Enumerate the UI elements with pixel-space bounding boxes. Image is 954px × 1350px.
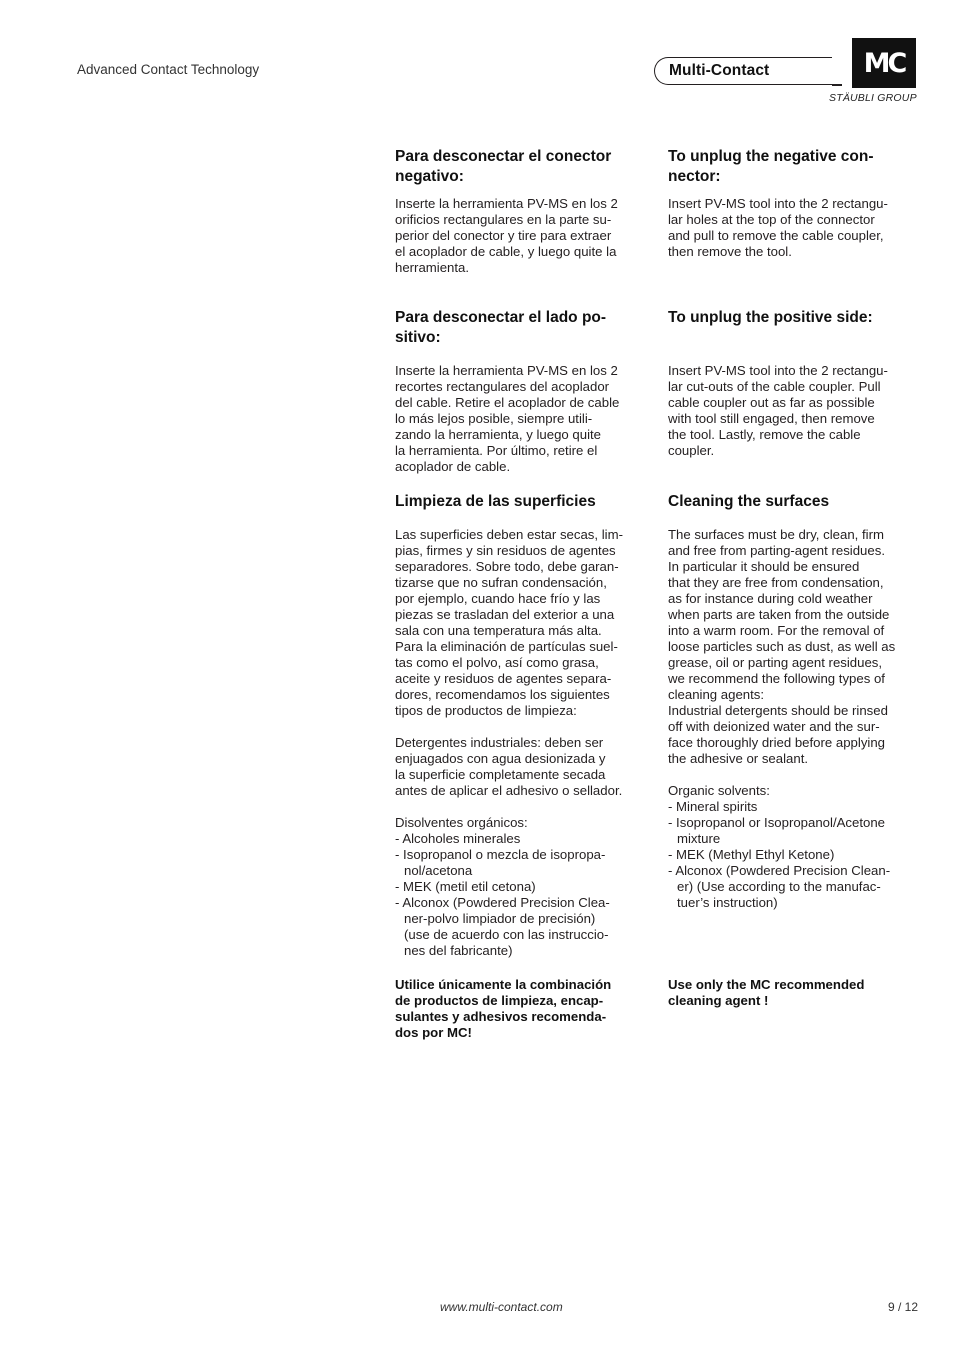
es-s3-body-2: Detergentes industriales: deben ser enjuagados con agua desionizada y la superficie completamente secada antes de aplicar el adhesivo o sellador. <box>395 735 623 798</box>
es-section-3 <box>395 492 645 959</box>
es-s1-body: Inserte la herramienta PV-MS en los 2 orificios rectangulares en la parte su- perior del conector y tire para extraer el acoplador de cable, y luego quite la herramienta. <box>395 196 618 275</box>
es-section-2 <box>395 308 645 475</box>
es-solvents-title: Disolventes orgánicos: <box>395 815 528 830</box>
list-item: - Alconox (Powdered Precision Clean- er) (Use according to the manufac- tuer’s instruction) <box>668 863 891 910</box>
es-section-1 <box>395 147 645 276</box>
en-s3-title: Cleaning the surfaces <box>668 493 830 510</box>
list-item: - Mineral spirits <box>668 799 758 814</box>
brand-underline <box>832 84 842 86</box>
es-solvents-list <box>395 831 645 959</box>
en-s1-body: Insert PV-MS tool into the 2 rectangu- lar holes at the top of the connector and pull to remove the cable coupler, then remove the tool. <box>668 196 888 259</box>
en-note <box>668 977 918 1009</box>
es-s3-title: Limpieza de las superficies <box>395 493 596 510</box>
footer-url-link[interactable]: www.multi-contact.com <box>440 1300 563 1314</box>
en-section-2 <box>668 308 918 459</box>
page-number: 9 / 12 <box>888 1300 919 1314</box>
list-item: - Alcoholes minerales <box>395 831 521 846</box>
es-s3-body-1: Las superficies deben estar secas, lim- pias, firmes y sin residuos de agentes separadores. Sobre todo, debe garan- tizarse que no sufran condensación, por ejemplo, cuando hace frío y las piezas se trasladan del exterior a una sala con una temperatura más alta. Para la eliminación de partículas suel- tas como el polvo, así como grasa, aceite y residuos de agentes separa- dores, recomendamos los siguientes tipos de productos de limpieza: <box>395 527 623 718</box>
brand-name: Multi-Contact <box>669 62 770 79</box>
list-item: - Isopropanol o mezcla de isopropa- nol/acetona <box>395 847 606 878</box>
es-note <box>395 977 645 1041</box>
en-solvents-list <box>668 799 918 911</box>
group-name: STÄUBLI GROUP <box>829 92 917 104</box>
logo-text: MC <box>863 47 905 79</box>
en-s1-title: To unplug the negative con- nector: <box>668 148 874 185</box>
es-note-text: Utilice únicamente la combinación de productos de limpieza, encap- sulantes y adhesivos recomenda- dos por MC! <box>395 977 612 1040</box>
en-solvents-title: Organic solvents: <box>668 783 770 798</box>
list-item: - Isopropanol or Isopropanol/Acetone mixture <box>668 815 886 846</box>
mc-logo-icon <box>852 38 916 88</box>
en-section-3 <box>668 492 918 911</box>
es-s2-body: Inserte la herramienta PV-MS en los 2 recortes rectangulares del acoplador del cable. Retire el acoplador de cable lo más lejos posible, siempre utili- zando la herramienta, y luego quite la herramienta. Por último, retire el acoplador de cable. <box>395 363 620 474</box>
en-s2-body: Insert PV-MS tool into the 2 rectangu- lar cut-outs of the cable coupler. Pull cable coupler out as far as possible with tool still engaged, then remove the tool. Lastly, remove the cable coupler. <box>668 363 888 458</box>
list-item: - Alconox (Powdered Precision Clea- ner-polvo limpiador de precisión) (use de acuerdo con las instruccio- nes del fabricante) <box>395 895 610 958</box>
en-s3-body-1: The surfaces must be dry, clean, firm and free from parting-agent residues. In particular it should be ensured that they are free from condensation, as for instance during cold weather when parts are taken from the outside into a warm room. For the removal of loose particles such as dust, as well as grease, oil or parting agent residues, we recommend the following types of cleaning agents: Industrial detergents should be rinsed off with deionized water and the sur- face thoroughly dried before applying the adhesive or sealant. <box>668 527 896 766</box>
header-tagline: Advanced Contact Technology <box>77 62 260 77</box>
en-note-text: Use only the MC recommended cleaning agent ! <box>668 977 865 1008</box>
list-item: - MEK (metil etil cetona) <box>395 879 536 894</box>
en-s2-title: To unplug the positive side: <box>668 309 873 326</box>
es-s2-title: Para desconectar el lado po- sitivo: <box>395 309 607 346</box>
en-section-1 <box>668 147 918 260</box>
es-s1-title: Para desconectar el conector negativo: <box>395 148 612 185</box>
list-item: - MEK (Methyl Ethyl Ketone) <box>668 847 835 862</box>
